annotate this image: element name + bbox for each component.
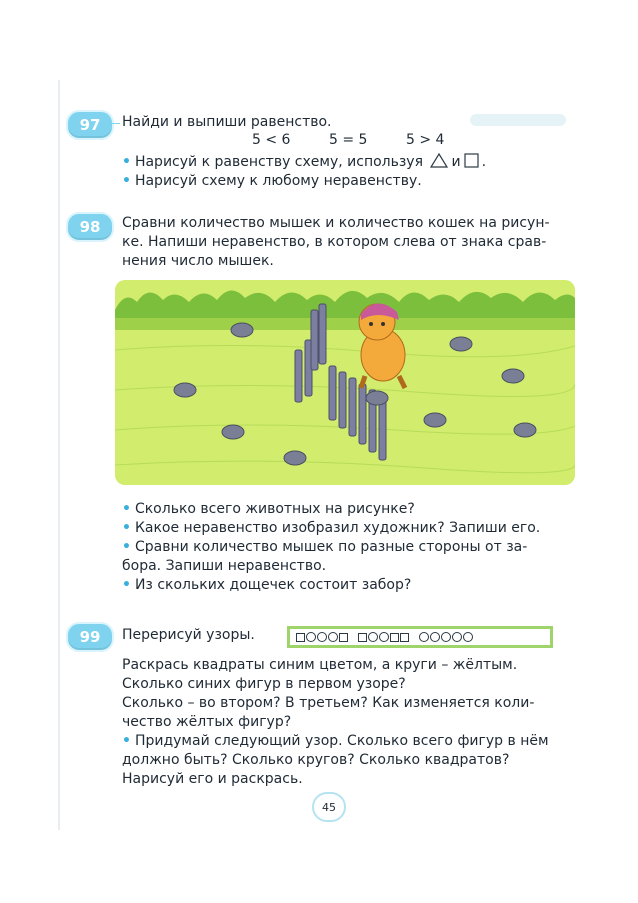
circle-icon [463, 632, 473, 642]
pattern-3 [419, 632, 473, 642]
bullet-1-and: и [451, 154, 461, 170]
task-99-line-3: Сколько – во втором? В третьем? Как изменяется коли- [122, 695, 535, 711]
square-icon [464, 153, 479, 168]
square-icon [358, 633, 367, 642]
square-icon [390, 633, 399, 642]
question-3-cont: бора. Запиши неравенство. [122, 558, 327, 574]
bullet-1-end: . [481, 154, 487, 170]
task-97-bullet-1 [122, 153, 486, 171]
expression-1: 5 < 6 [252, 132, 291, 148]
circle-icon [379, 632, 389, 642]
expression-3: 5 > 4 [406, 132, 445, 148]
circle-icon [317, 632, 327, 642]
badge-connector [112, 123, 120, 124]
task-99-title: Перерисуй узоры. [122, 627, 255, 643]
expression-2: 5 = 5 [329, 132, 368, 148]
circle-icon [452, 632, 462, 642]
task-98-line-1: Сравни количество мышек и количество кошек на рисун- [122, 215, 550, 231]
bullet-1-text: Нарисуй к равенству схему, используя [134, 154, 424, 170]
task-number-badge: 98 [66, 212, 114, 242]
bullet-icon: • [122, 733, 131, 749]
pattern-strip [287, 626, 553, 648]
circle-icon [430, 632, 440, 642]
triangle-icon [430, 153, 448, 168]
circle-icon [306, 632, 316, 642]
bullet-icon: • [122, 520, 131, 536]
circle-icon [441, 632, 451, 642]
question-4-text: Из скольких дощечек состоит забор? [134, 577, 412, 593]
bullet-icon: • [122, 539, 131, 555]
square-icon [339, 633, 348, 642]
task-99-line-5-text: Придумай следующий узор. Сколько всего фигур в нём [134, 733, 549, 749]
task-number-badge: 97 [66, 110, 114, 140]
question-2 [122, 519, 540, 537]
bullet-2-text: Нарисуй схему к любому неравенству. [134, 173, 422, 189]
task-98-questions [66, 500, 586, 600]
page-number: 45 [312, 792, 346, 822]
question-1-text: Сколько всего животных на рисунке? [134, 501, 415, 517]
circle-icon [368, 632, 378, 642]
meadow-scene [115, 280, 575, 485]
faint-background-heading [470, 108, 570, 137]
task-99-line-1: Раскрась квадраты синим цветом, а круги – жёлтым. [122, 657, 518, 673]
question-2-text: Какое неравенство изобразил художник? Запиши его. [134, 520, 541, 536]
bullet-icon: • [122, 501, 131, 517]
task-98 [66, 208, 586, 278]
square-icon [400, 633, 409, 642]
task-99-line-6: должно быть? Сколько кругов? Сколько квадратов? [122, 752, 510, 768]
bullet-icon: • [122, 577, 131, 593]
question-3 [122, 538, 527, 556]
task-99-line-2: Сколько синих фигур в первом узоре? [122, 676, 406, 692]
bullet-icon: • [122, 173, 131, 189]
pattern-1 [296, 632, 348, 642]
question-3-text: Сравни количество мышек по разные стороны от за- [134, 539, 528, 555]
question-4 [122, 576, 411, 594]
task-98-line-2: ке. Напиши неравенство, в котором слева от знака срав- [122, 234, 547, 250]
task-97-title: Найди и выпиши равенство. [122, 114, 332, 130]
faint-heading-shape [470, 108, 570, 132]
bullet-icon: • [122, 154, 131, 170]
task-98-line-3: нения число мышек. [122, 253, 274, 269]
circle-icon [419, 632, 429, 642]
circle-icon [328, 632, 338, 642]
task-number-badge: 99 [66, 622, 114, 652]
task-99-line-5 [122, 732, 549, 750]
task-97-bullet-2 [122, 172, 422, 190]
meadow-illustration [115, 280, 575, 485]
question-1 [122, 500, 415, 518]
task-99-line-7: Нарисуй его и раскрась. [122, 771, 303, 787]
square-icon [296, 633, 305, 642]
pattern-2 [358, 632, 409, 642]
page-edge [58, 80, 60, 830]
task-99-line-4: чество жёлтых фигур? [122, 714, 292, 730]
